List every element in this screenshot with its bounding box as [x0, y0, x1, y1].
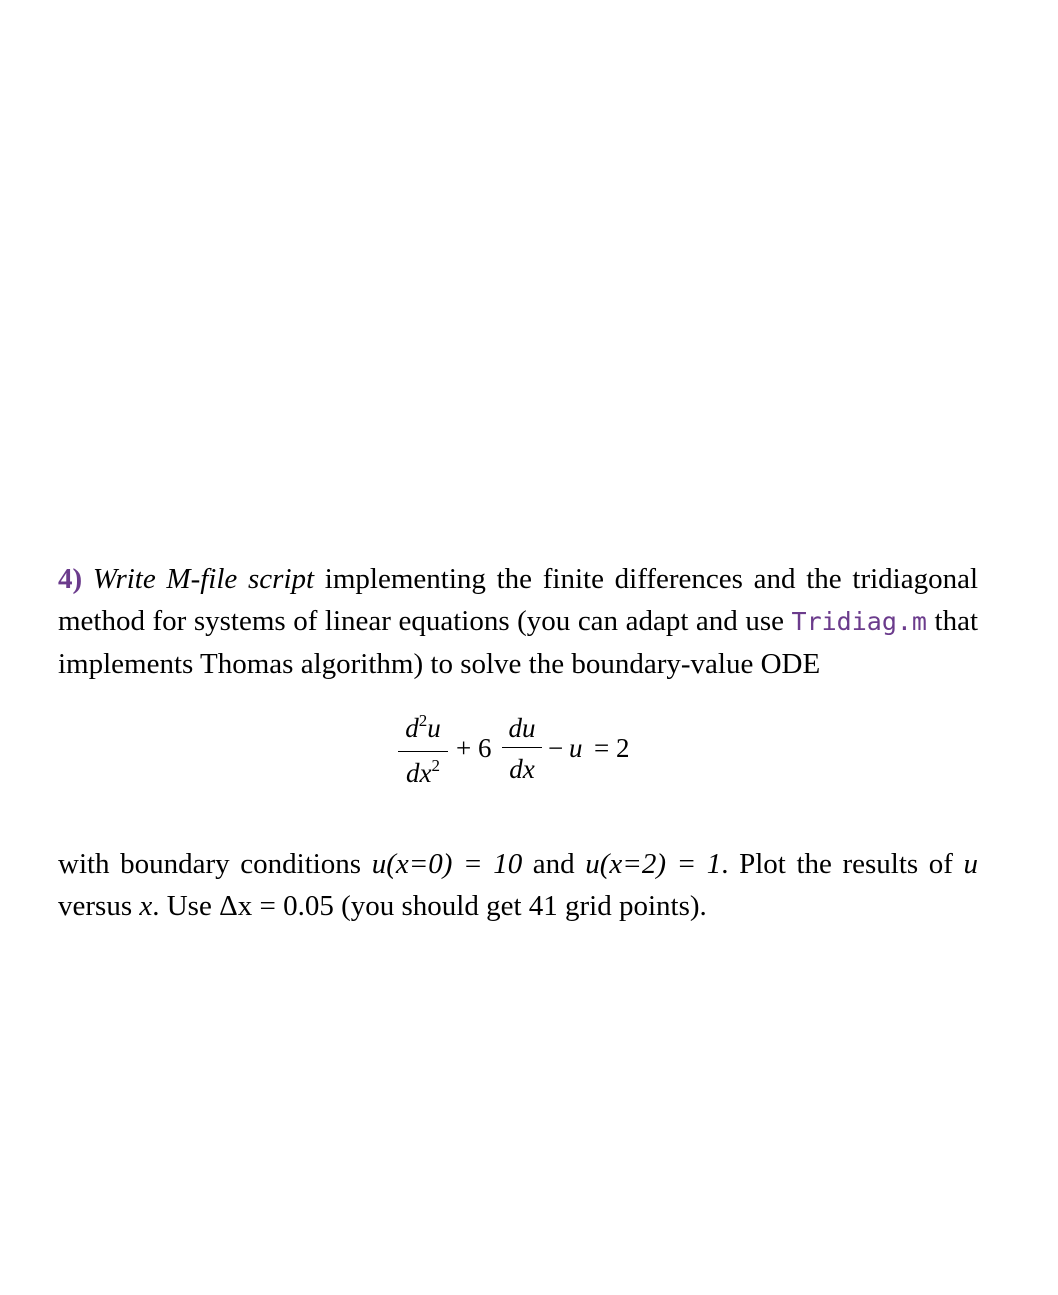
problem-4 [58, 558, 978, 927]
frac1-den-exponent: 2 [431, 756, 440, 775]
x-variable: x [139, 890, 153, 922]
cond-and: and [532, 848, 575, 880]
boundary-conditions [58, 843, 978, 927]
frac1-d: d [405, 713, 419, 743]
ode-equation [58, 713, 978, 823]
u-term: u [569, 733, 583, 763]
frac1-num-var: u [427, 713, 441, 743]
plus-coefficient: + 6 [456, 733, 492, 763]
frac1-den-var: dx [406, 758, 432, 788]
intro-text-2: that implements Thomas algorithm) to solve the boundary-value ODE [58, 605, 979, 680]
equation-rhs: = 2 [594, 733, 630, 763]
frac1-num-exponent: 2 [418, 711, 428, 730]
bc-left: u(x=0) = 10 [371, 848, 523, 880]
u-variable: u [963, 848, 979, 880]
cond-text-1: with boundary conditions [58, 848, 362, 880]
problem-number: 4) [58, 563, 83, 595]
problem-statement [58, 558, 978, 685]
frac2-numerator: du [508, 713, 536, 743]
frac2-denominator: dx [509, 754, 535, 784]
versus-text: versus [58, 890, 133, 922]
code-filename: Tridiag.m [791, 607, 927, 636]
cond-text-2: . Plot the results of [721, 848, 953, 880]
minus-sign: − [548, 733, 564, 763]
grid-spec: . Use Δx = 0.05 (you should get 41 grid points). [152, 890, 707, 922]
second-derivative-fraction [398, 713, 448, 792]
task-text: Write M-file script [92, 563, 315, 595]
first-derivative-fraction [502, 713, 542, 784]
bc-right: u(x=2) = 1 [585, 848, 722, 880]
intro-text-1: implementing the finite differences and the tridiagonal method for systems of linear equations (you can adapt and use [58, 563, 979, 637]
